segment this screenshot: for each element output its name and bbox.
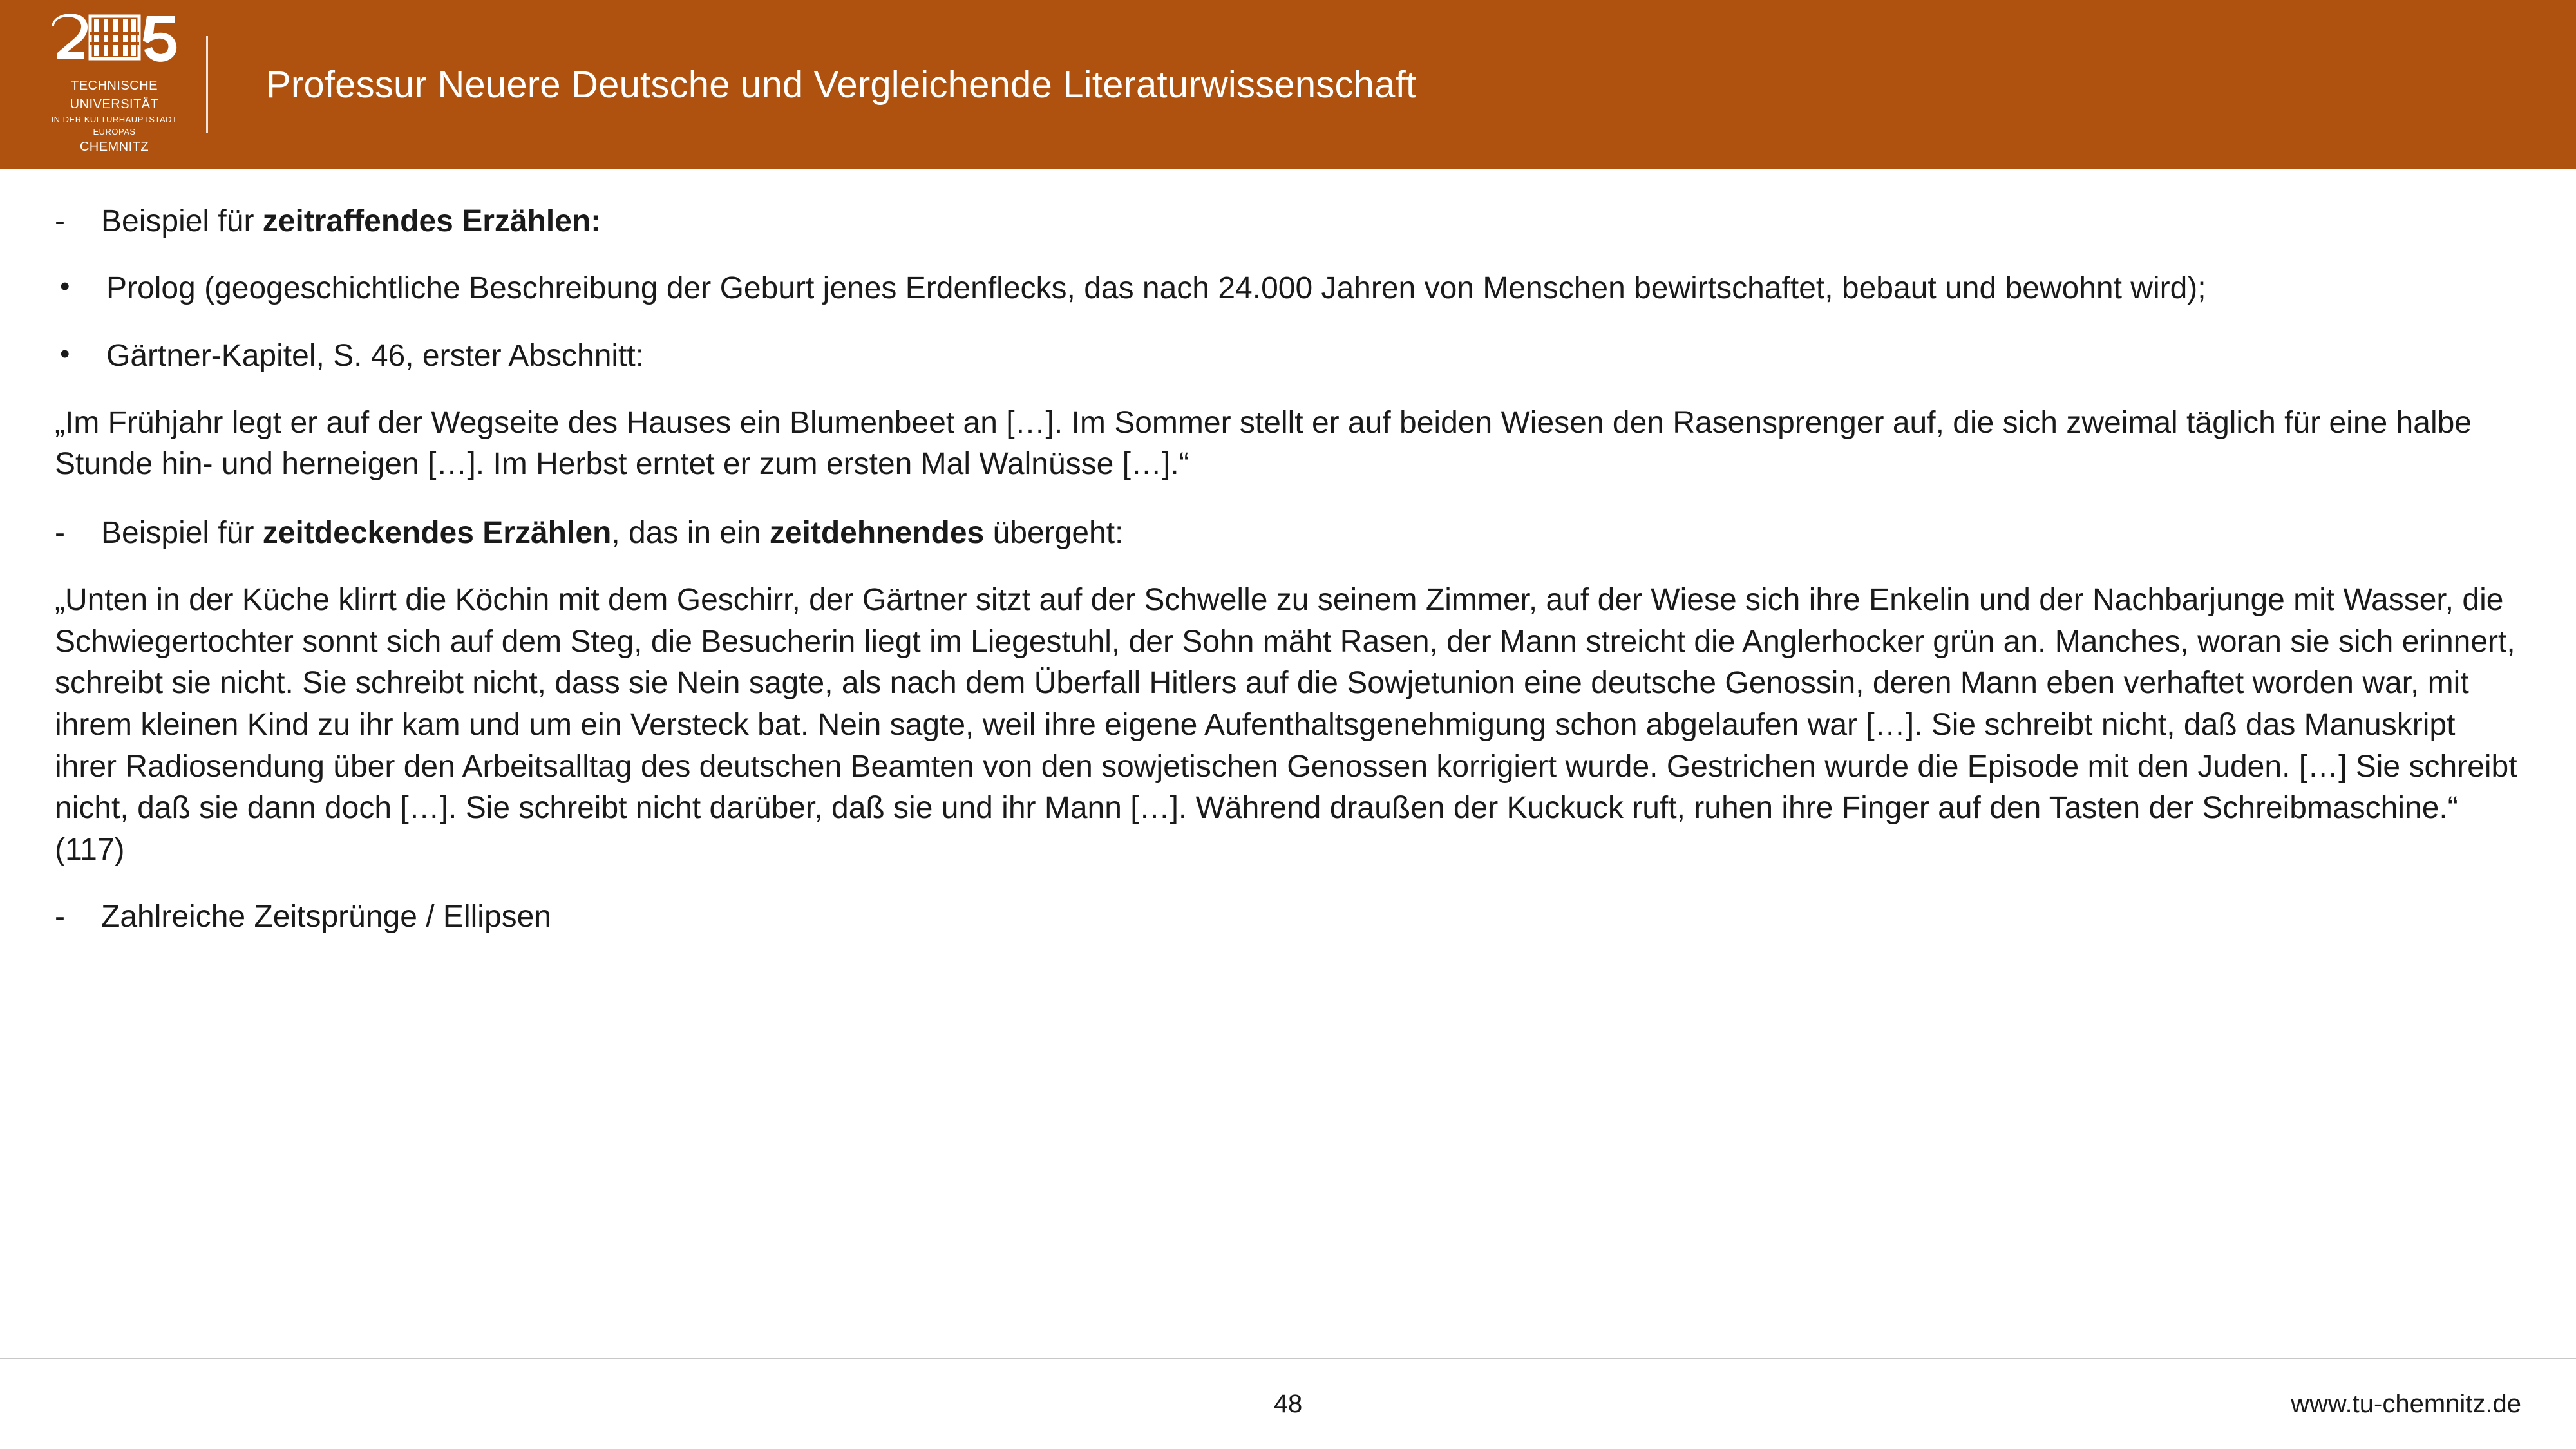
tu-chemnitz-logo-icon bbox=[50, 12, 179, 69]
content-block-3-text: Gärtner-Kapitel, S. 46, erster Abschnitt: bbox=[106, 338, 645, 373]
quote-paragraph-2: „Unten in der Küche klirrt die Köchin mit dem Geschirr, der Gärtner sitzt auf der Schwelle zu seinem Zimmer, auf der Wiese sich ihre Enkelin und der Nachbarjunge mit Wasser, die Schwiegertochter sonnt sich auf dem Steg, die Besucherin liegt im Liegestuhl, der Sohn mäht Rasen, der Mann streicht die Anglerhocker grün an. Manches, woran sie sich erinnert, schreibt sie nicht. Sie schreibt nicht, dass sie Nein sagte, als nach dem Überfall Hitlers auf die Sowjetunion eine deutsche Genossin, deren Mann eben verhaftet worden war, mit ihrem kleinen Kind zu ihr kam und um ein Versteck bat. Nein sagte, weil ihre eigene Aufenthaltsgenehmigung schon abgelaufen war […]. Sie schreibt nicht, daß das Manuskript ihrer Radiosendung über den Arbeitsalltag des deutschen Beamten von den sowjetischen Genossen korrigiert wurde. Gestrichen wurde die Episode mit den Juden. […] Sie schreibt nicht, daß sie dann doch […]. Sie schreibt nicht darüber, daß sie und ihr Mann […]. Während draußen der Kuckuck ruft, ruhen ihre Finger auf den Tasten der Schreibmaschine.“ (117) bbox=[55, 583, 2517, 867]
list-marker-dash: - bbox=[55, 516, 65, 551]
slide-footer bbox=[0, 1358, 2576, 1449]
header-title: Professur Neuere Deutsche und Vergleichende Literaturwissenschaft bbox=[266, 63, 1417, 106]
text-segment-bold: zeitdeckendes Erzählen bbox=[262, 516, 612, 551]
slide-content bbox=[0, 169, 2576, 1449]
content-block-7 bbox=[55, 896, 2521, 938]
text-segment: , das in ein bbox=[611, 516, 770, 551]
logo-caption bbox=[35, 77, 193, 157]
page-number: 48 bbox=[1273, 1389, 1303, 1418]
content-block-5-text bbox=[101, 513, 1123, 554]
content-block-7-text: Zahlreiche Zeitsprünge / Ellipsen bbox=[101, 900, 552, 934]
list-marker-dash: - bbox=[55, 900, 65, 934]
content-block-2 bbox=[55, 268, 2521, 309]
university-logo bbox=[0, 12, 193, 157]
content-block-2-text: Prolog (geogeschichtliche Beschreibung der Geburt jenes Erdenflecks, das nach 24.000 Jahren von Menschen bewirtschaftet, bebaut und bewohnt wird); bbox=[106, 271, 2206, 306]
logo-caption-line-3: CHEMNITZ bbox=[79, 140, 149, 155]
content-block-1 bbox=[55, 201, 2521, 242]
text-segment: übergeht: bbox=[984, 516, 1124, 551]
content-block-5 bbox=[55, 513, 2521, 554]
footer-url: www.tu-chemnitz.de bbox=[2291, 1389, 2521, 1418]
logo-caption-line-1: TECHNISCHE UNIVERSITÄT bbox=[70, 78, 159, 111]
text-segment-bold: zeitraffendes Erzählen: bbox=[262, 204, 601, 238]
list-marker-bullet: • bbox=[60, 337, 70, 370]
list-marker-bullet: • bbox=[60, 270, 70, 303]
slide-header bbox=[0, 0, 2576, 169]
list-marker-dash: - bbox=[55, 204, 65, 238]
content-block-1-text bbox=[101, 201, 601, 242]
text-segment: Beispiel für bbox=[101, 516, 263, 551]
text-segment-bold: zeitdehnendes bbox=[769, 516, 985, 551]
quote-paragraph-1: „Im Frühjahr legt er auf der Wegseite des Hauses ein Blumenbeet an […]. Im Sommer stellt er auf beiden Wiesen den Rasensprenger auf, die sich zweimal täglich für eine halbe Stunde hin- und herneigen […]. Im Herbst erntet er zum ersten Mal Walnüsse […].“ bbox=[55, 405, 2472, 482]
content-block-3 bbox=[55, 336, 2521, 377]
logo-caption-line-2: IN DER KULTURHAUPTSTADT EUROPAS bbox=[51, 114, 178, 137]
text-segment: Beispiel für bbox=[101, 204, 263, 238]
